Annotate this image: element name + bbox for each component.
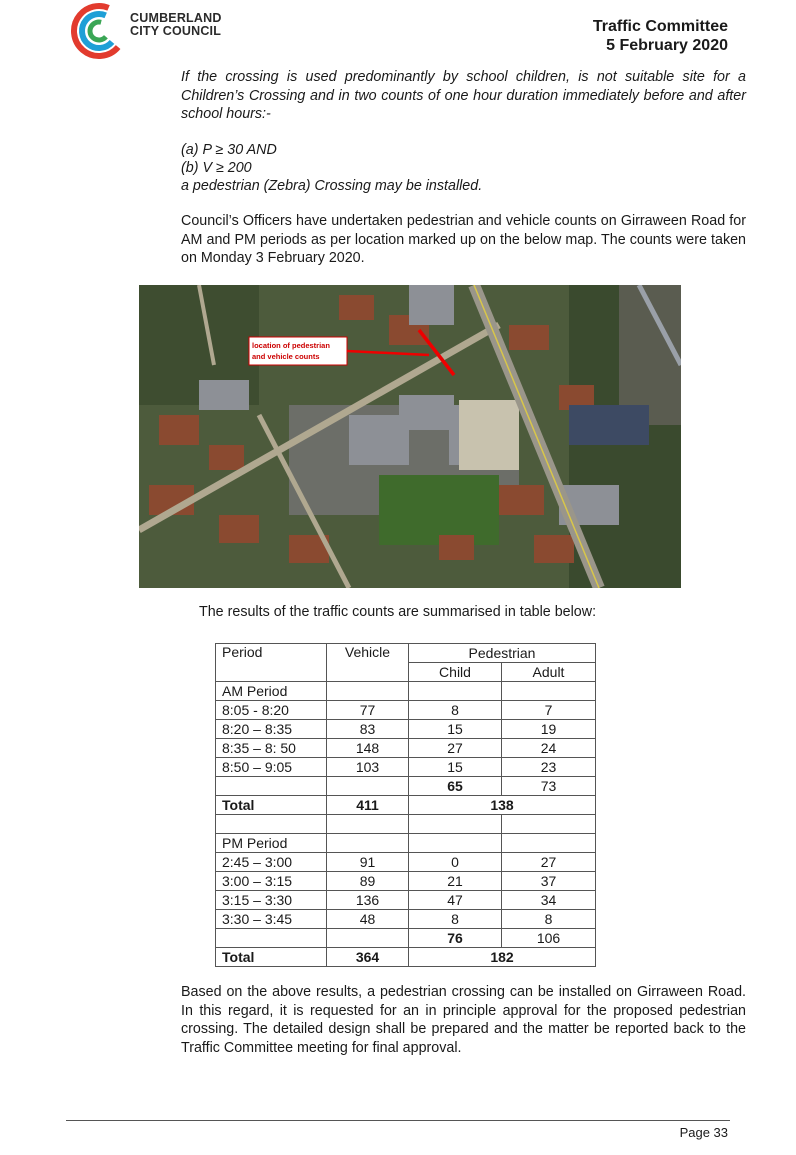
header-pedestrian: Pedestrian bbox=[409, 644, 596, 663]
row-period: 2:45 – 3:00 bbox=[216, 853, 327, 872]
pm-section-row bbox=[216, 834, 596, 853]
am-section-row bbox=[216, 682, 596, 701]
row-period: 8:05 - 8:20 bbox=[216, 701, 327, 720]
council-name bbox=[130, 12, 222, 38]
table-row bbox=[216, 720, 596, 739]
row-adult: 34 bbox=[502, 891, 596, 910]
row-adult: 7 bbox=[502, 701, 596, 720]
aerial-map-image bbox=[139, 285, 681, 588]
council-name-line1: CUMBERLAND bbox=[130, 11, 222, 25]
row-vehicle: 77 bbox=[327, 701, 409, 720]
spacer-row bbox=[216, 815, 596, 834]
header-adult: Adult bbox=[502, 663, 596, 682]
row-adult: 23 bbox=[502, 758, 596, 777]
council-name-line2: CITY COUNCIL bbox=[130, 24, 222, 38]
table-row bbox=[216, 910, 596, 929]
criteria-paragraph: If the crossing is used predominantly by school children, is not suitable site for a Children’s Crossing and in two counts of one hour duration immediately before and after school hours:- bbox=[181, 69, 746, 122]
row-period: 3:00 – 3:15 bbox=[216, 872, 327, 891]
aerial-map bbox=[139, 285, 681, 588]
closing-paragraph: Based on the above results, a pedestrian crossing can be installed on Girraween Road. In this regard, it is requested for an in principle approval for the proposed pedestrian crossing. The detailed design shall be prepared and the matter be reported back to the Traffic Committee meeting for final approval. bbox=[181, 984, 746, 1056]
row-period: 8:20 – 8:35 bbox=[216, 720, 327, 739]
row-vehicle: 148 bbox=[327, 739, 409, 758]
row-vehicle: 103 bbox=[327, 758, 409, 777]
traffic-counts-table bbox=[215, 643, 596, 967]
pm-subtotal-adult: 106 bbox=[502, 929, 596, 948]
row-vehicle: 48 bbox=[327, 910, 409, 929]
pm-subtotal-row bbox=[216, 929, 596, 948]
table-row bbox=[216, 872, 596, 891]
counts-paragraph: Council’s Officers have undertaken pedestrian and vehicle counts on Girraween Road for AM and PM periods as per location marked up on the below map. The counts were taken on Monday 3 February 2020. bbox=[181, 213, 746, 266]
pm-period-label: PM Period bbox=[216, 834, 327, 853]
table-row bbox=[216, 891, 596, 910]
row-period: 3:15 – 3:30 bbox=[216, 891, 327, 910]
council-logo-icon bbox=[70, 2, 130, 60]
pm-total-vehicle: 364 bbox=[327, 948, 409, 967]
row-adult: 37 bbox=[502, 872, 596, 891]
pm-total-label: Total bbox=[216, 948, 327, 967]
row-child: 8 bbox=[409, 910, 502, 929]
am-total-pedestrian: 138 bbox=[409, 796, 596, 815]
map-label-line2: and vehicle counts bbox=[252, 352, 320, 361]
header-period: Period bbox=[216, 644, 327, 682]
pm-total-pedestrian: 182 bbox=[409, 948, 596, 967]
row-child: 8 bbox=[409, 701, 502, 720]
row-child: 15 bbox=[409, 720, 502, 739]
condition-conclusion: a pedestrian (Zebra) Crossing may be installed. bbox=[181, 178, 483, 194]
am-total-row bbox=[216, 796, 596, 815]
row-adult: 24 bbox=[502, 739, 596, 758]
document-title: Traffic Committee bbox=[592, 18, 728, 35]
header-vehicle: Vehicle bbox=[327, 644, 409, 682]
row-vehicle: 136 bbox=[327, 891, 409, 910]
row-child: 15 bbox=[409, 758, 502, 777]
map-label-line1: location of pedestrian bbox=[252, 341, 330, 350]
row-adult: 8 bbox=[502, 910, 596, 929]
am-total-label: Total bbox=[216, 796, 327, 815]
table-row bbox=[216, 701, 596, 720]
row-adult: 19 bbox=[502, 720, 596, 739]
pm-total-row bbox=[216, 948, 596, 967]
table-row bbox=[216, 758, 596, 777]
row-child: 21 bbox=[409, 872, 502, 891]
pm-subtotal-child: 76 bbox=[409, 929, 502, 948]
row-vehicle: 83 bbox=[327, 720, 409, 739]
am-subtotal-row bbox=[216, 777, 596, 796]
document-header bbox=[593, 17, 728, 55]
condition-b: (b) V ≥ 200 bbox=[181, 160, 252, 176]
row-child: 27 bbox=[409, 739, 502, 758]
am-total-vehicle: 411 bbox=[327, 796, 409, 815]
row-period: 8:35 – 8: 50 bbox=[216, 739, 327, 758]
table-row bbox=[216, 739, 596, 758]
row-period: 8:50 – 9:05 bbox=[216, 758, 327, 777]
row-child: 47 bbox=[409, 891, 502, 910]
row-period: 3:30 – 3:45 bbox=[216, 910, 327, 929]
table-row bbox=[216, 853, 596, 872]
am-period-label: AM Period bbox=[216, 682, 327, 701]
document-date: 5 February 2020 bbox=[606, 37, 728, 54]
row-vehicle: 91 bbox=[327, 853, 409, 872]
row-vehicle: 89 bbox=[327, 872, 409, 891]
row-child: 0 bbox=[409, 853, 502, 872]
page-number: Page 33 bbox=[679, 1125, 728, 1140]
condition-a: (a) P ≥ 30 AND bbox=[181, 142, 277, 158]
am-subtotal-adult: 73 bbox=[502, 777, 596, 796]
table-caption: The results of the traffic counts are summarised in table below: bbox=[199, 604, 597, 620]
footer-divider bbox=[66, 1120, 730, 1121]
table-header-row bbox=[216, 644, 596, 663]
am-subtotal-child: 65 bbox=[409, 777, 502, 796]
header-child: Child bbox=[409, 663, 502, 682]
row-adult: 27 bbox=[502, 853, 596, 872]
